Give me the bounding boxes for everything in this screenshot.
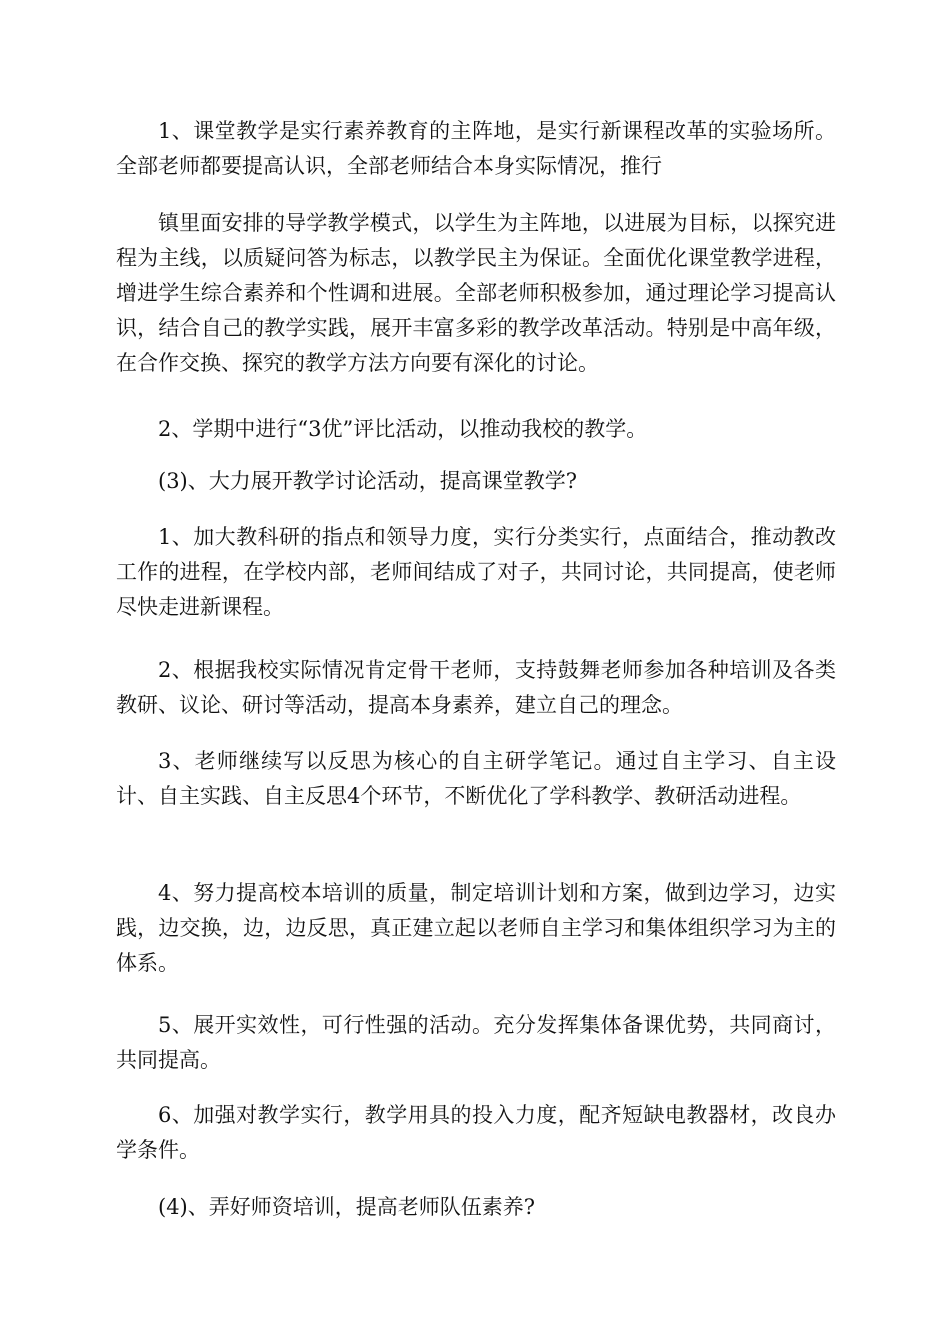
paragraph-guided-teaching-mode: 镇里面安排的导学教学模式，以学生为主阵地，以进展为目标，以探究进程为主线，以质疑问答为标志，以教学民主为保证。全面优化课堂教学进程，增进学生综合素养和个性调和进展。全部老师积极参加，通过理论学习提高认识，结合自己的教学实践，展开丰富多彩的教学改革活动。特别是中高年级，在合作交换、探究的教学方法方向要有深化的讨论。 bbox=[116, 211, 836, 375]
paragraph-effective-activities: 5、展开实效性，可行性强的活动。充分发挥集体备课优势，共同商讨，共同提高。 bbox=[116, 1013, 836, 1072]
paragraph-reflection-notes: 3、老师继续写以反思为核心的自主研学笔记。通过自主学习、自主设计、自主实践、自主反思4个环节，不断优化了学科教学、教研活动进程。 bbox=[116, 749, 836, 808]
section-heading-4: (4)、弄好师资培训，提高老师队伍素养? bbox=[158, 1195, 536, 1219]
paragraph-school-training: 4、努力提高校本培训的质量，制定培训计划和方案，做到边学习，边实践，边交换，边，边反思，真正建立起以老师自主学习和集体组织学习为主的体系。 bbox=[116, 881, 836, 975]
paragraph-classroom-teaching: 1、课堂教学是实行素养教育的主阵地，是实行新课程改革的实验场所。全部老师都要提高认识，全部老师结合本身实际情况，推行 bbox=[116, 119, 836, 178]
paragraph-research-guidance: 1、加大教科研的指点和领导力度，实行分类实行，点面结合，推动教改工作的进程，在学校内部，老师间结成了对子，共同讨论，共同提高，使老师尽快走进新课程。 bbox=[116, 525, 836, 619]
paragraph-three-excellent-evaluation: 2、学期中进行“3优”评比活动，以推动我校的教学。 bbox=[158, 417, 648, 441]
section-heading-3: (3)、大力展开教学讨论活动，提高课堂教学? bbox=[158, 469, 578, 493]
paragraph-teaching-equipment: 6、加强对教学实行，教学用具的投入力度，配齐短缺电教器材，改良办学条件。 bbox=[116, 1103, 836, 1162]
paragraph-backbone-teachers: 2、根据我校实际情况肯定骨干老师，支持鼓舞老师参加各种培训及各类教研、议论、研讨等活动，提高本身素养，建立自己的理念。 bbox=[116, 658, 836, 717]
